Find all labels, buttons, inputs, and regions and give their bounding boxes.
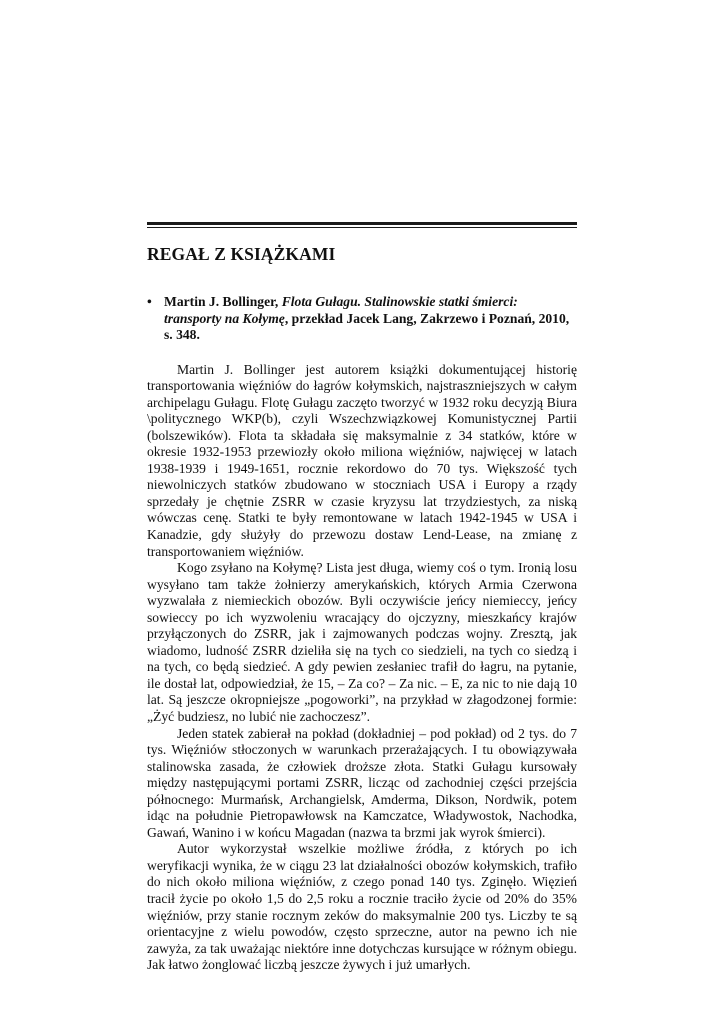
book-author: Martin J. Bollinger,	[164, 294, 279, 309]
document-page	[147, 222, 577, 974]
book-title: Flota Gułagu. Stalinowskie statki śmierci: transporty na Kołymę	[164, 294, 518, 326]
paragraph-1: Martin J. Bollinger jest autorem książki dokumentującej historię transportowania więźniów do łagrów kołymskich, najstraszniejszych w całym archipelagu Gułagu. Flotę Gułagu zaczęto tworzyć w 1932 roku decyzją Biura \politycznego WKP(b), czyli Wszechzwiązkowej Komunistycznej Partii (bolszewików). Flota ta składała się maksymalnie z 34 statków, które w okresie 1932-1953 przewiozły około miliona więźniów, najwięcej w latach 1938-1939 i 1949-1651, rocznie rekordowo do 70 tys. Większość tych niewolniczych statków zbudowano w stoczniach USA i Europy a rządy sprzedały je chętnie ZSRR w czasie kryzysu lat trzydziestych, za niską wówczas cenę. Statki te były remontowane w latach 1942-1945 w USA i Kanadzie, gdy służyły do przewozu dostaw Lend-Lease, na zmianę z transportowaniem więźniów.	[147, 361, 577, 559]
review-body	[147, 362, 577, 974]
book-publication-details: , przekład Jacek Lang, Zakrzewo i Poznań, 2010, s. 348.	[164, 310, 570, 342]
header-rule-thick	[147, 222, 577, 225]
bullet-marker: •	[147, 294, 152, 309]
section-title: REGAŁ Z KSIĄŻKAMI	[147, 244, 336, 264]
book-entry	[147, 294, 577, 344]
paragraph-2: Kogo zsyłano na Kołymę? Lista jest długa, wiemy coś o tym. Ironią losu wysyłano tam także żołnierzy amerykańskich, których Armia Czerwona wyzwalała z niemieckich obozów. Byli oczywiście jeńcy niemieccy, jeńcy sowieccy po ich wyzwoleniu wracający do ojczyzny, mieszkańcy krajów przyłączonych do ZSRR, jak i zajmowanych podczas wojny. Zresztą, jak wiadomo, ludność ZSRR dzieliła się na tych co siedzieli, na tych co siedzą i na tych, co będą siedzieć. A gdy pewien zesłaniec trafił do łagru, na pytanie, ile dostał lat, odpowiedział, że 15, – Za co? – Za nic. – E, za nic to nie dają 10 lat. Są jeszcze okropniejsze „pogoworki”, na przykład w złagodzonej formie: „Żyć budziesz, no lubić nie zachoczesz”.	[147, 560, 577, 724]
header-rule-thin	[147, 227, 577, 228]
paragraph-3: Jeden statek zabierał na pokład (dokładniej – pod pokład) od 2 tys. do 7 tys. Więźniów stłoczonych w warunkach przerażających. I tu obowiązywała stalinowska zasada, że człowiek droższe złota. Statki Gułagu kursowały między następującymi portami ZSRR, licząc od zachodniej części przejścia północnego: Murmańsk, Archangielsk, Amderma, Dikson, Nordwik, potem idąc na południe Pietropawłowsk na Kamczatce, Władywostok, Nachodka, Gawań, Wanino i w końcu Magadan (nazwa ta brzmi jak wyrok śmierci).	[147, 725, 577, 840]
paragraph-4: Autor wykorzystał wszelkie możliwe źródła, z których po ich weryfikacji wynika, że w ciągu 23 lat działalności obozów kołymskich, trafiło do nich około miliona więźniów, z czego ponad 140 tys. Zginęło. Więzień tracił życie po około 1,5 do 2,5 roku a rocznie traciło życie od 20% do 35% więźniów, przy stanie rocznym zeków do maksymalnie 200 tys. Liczby te są orientacyjne z wielu powodów, często sprzeczne, autor na pewno ich nie zawyża, za tak uważając niektóre inne dotychczas kursujące w różnym obiegu. Jak łatwo żonglować liczbą jeszcze żywych i już umarłych.	[147, 841, 577, 973]
